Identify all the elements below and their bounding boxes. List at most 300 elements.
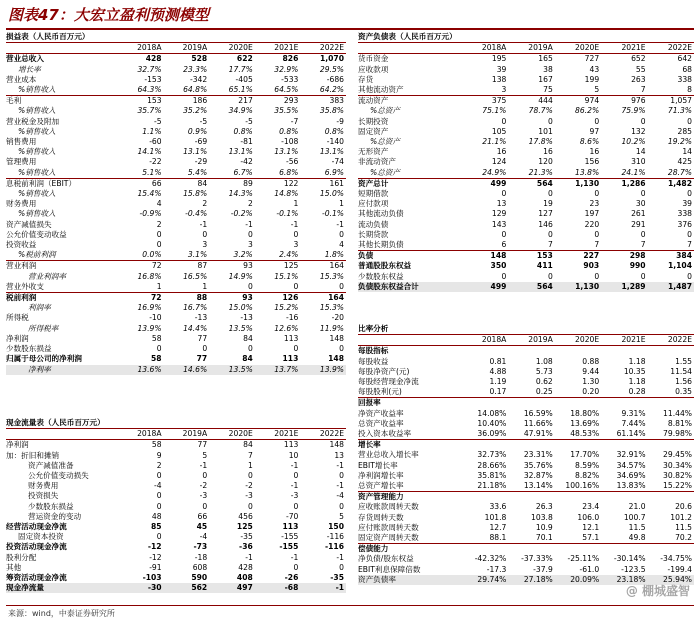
- cell-value: 15.1%: [274, 271, 299, 281]
- cell-value: -30.14%: [613, 554, 646, 564]
- cell-value: 285: [677, 126, 692, 136]
- row-label: 资产减值损失: [6, 219, 52, 229]
- cell-value: 3: [202, 240, 208, 250]
- cell-value: -533: [281, 74, 299, 84]
- cell-value: 34.9%: [228, 106, 253, 116]
- row-label: 管理费用: [6, 157, 37, 167]
- row-label: 每股经营现金净流: [358, 377, 419, 387]
- row-label: %销售收入: [18, 126, 56, 136]
- table-row: [6, 583, 346, 593]
- cell-value: 263: [631, 74, 646, 84]
- cell-value: 1.8%: [300, 250, 346, 261]
- section-header: 资产负债表（人民币百万元）: [358, 32, 462, 43]
- table-row: [358, 157, 694, 167]
- cell-value: 7: [648, 240, 694, 251]
- cell-value: 23.4: [582, 502, 600, 512]
- cell-value: 0: [640, 229, 646, 239]
- cashflow-table: [6, 418, 346, 593]
- cell-value: 15.22%: [648, 481, 694, 492]
- cell-value: 0.8%: [324, 126, 344, 136]
- cell-value: 564: [536, 178, 553, 188]
- header-spacer: [255, 418, 301, 429]
- cell-value: 17.70%: [570, 450, 600, 460]
- row-label: 其他: [6, 562, 22, 572]
- table-row: [358, 220, 694, 230]
- table-row: [358, 54, 694, 65]
- cell-value: -405: [235, 74, 253, 84]
- year-header: 2018A: [118, 43, 164, 54]
- cell-value: -2: [245, 481, 253, 491]
- cell-value: 564: [508, 282, 554, 292]
- table-row: [358, 65, 694, 75]
- cell-value: 0: [156, 491, 162, 501]
- cell-value: 0: [156, 501, 162, 511]
- cell-value: 0: [156, 344, 162, 354]
- year-header: 2019A: [508, 43, 554, 54]
- row-label: 净利润: [6, 333, 29, 343]
- row-label: 增长率: [358, 440, 381, 450]
- header-spacer: [164, 418, 210, 429]
- cell-value: 85: [151, 522, 162, 532]
- title-rule: [6, 28, 694, 30]
- cell-value: 0: [339, 229, 344, 239]
- cell-value: -35: [240, 532, 253, 542]
- section-header: 现金流量表（人民币百万元）: [6, 418, 118, 429]
- row-label: %销售收入: [6, 85, 118, 96]
- row-label: 公允价值变动收益: [6, 229, 67, 239]
- cell-value: 14: [635, 147, 646, 157]
- cell-value: 26.3: [535, 502, 553, 512]
- cell-value: -7: [290, 116, 299, 126]
- year-header: 2019A: [164, 43, 210, 54]
- cell-value: 49.8: [601, 533, 647, 544]
- cell-value: 47.91%: [508, 429, 554, 440]
- row-label: 增长率: [18, 64, 41, 74]
- cell-value: 1,289: [601, 282, 647, 292]
- cell-value: 0.20: [555, 387, 601, 398]
- cell-value: 1.08: [535, 356, 553, 366]
- cell-value: 652: [631, 54, 646, 64]
- cell-value: 77: [197, 333, 208, 343]
- cell-value: 3: [293, 240, 299, 250]
- cell-value: 5.73: [535, 366, 553, 376]
- cell-value: 105: [491, 126, 507, 136]
- row-label: 每股收益: [358, 356, 389, 366]
- table-row: [358, 168, 694, 179]
- cell-value: 0: [255, 282, 301, 293]
- table-row: [6, 365, 346, 375]
- cell-value: -42.32%: [474, 554, 507, 564]
- cell-value: 0: [247, 501, 253, 511]
- header-spacer: [164, 32, 210, 43]
- cell-value: 1: [293, 199, 299, 209]
- table-row: [358, 117, 694, 127]
- cell-value: 0: [156, 229, 162, 239]
- cell-value: 12.6%: [274, 323, 299, 333]
- cell-value: -74: [331, 157, 344, 167]
- cell-value: 2: [156, 219, 162, 229]
- cell-value: 126: [282, 293, 299, 303]
- cell-value: 499: [490, 178, 507, 188]
- cell-value: 86.2%: [575, 106, 600, 116]
- cell-value: 77: [196, 354, 208, 364]
- cell-value: 0: [202, 344, 208, 354]
- cell-value: -70: [285, 511, 299, 521]
- year-header: 2020E: [209, 429, 255, 440]
- cell-value: 32.9%: [274, 64, 299, 74]
- cell-value: 5: [555, 85, 601, 96]
- table-row: [358, 429, 694, 440]
- table-row: [358, 230, 694, 240]
- table-row: [358, 492, 694, 503]
- cell-value: 7.44%: [621, 418, 646, 428]
- cell-value: -108: [281, 137, 299, 147]
- row-label: 负债股东权益合计: [358, 282, 462, 292]
- cell-value: -13: [240, 313, 253, 323]
- cell-value: 167: [538, 74, 553, 84]
- table-row: [6, 354, 346, 364]
- cell-value: -1: [199, 219, 208, 229]
- cell-value: 0: [247, 344, 253, 354]
- cell-value: 0: [202, 229, 208, 239]
- cell-value: 66: [151, 178, 162, 188]
- cell-value: -123.5: [621, 564, 646, 574]
- cell-value: 19.2%: [667, 137, 692, 147]
- year-header: 2022E: [648, 43, 694, 54]
- cell-value: 3.1%: [164, 250, 210, 261]
- cell-value: 0: [640, 271, 646, 281]
- cell-value: 39: [682, 199, 692, 209]
- table-row: [358, 502, 694, 512]
- row-label: %总资产: [358, 168, 462, 179]
- cell-value: -686: [326, 74, 344, 84]
- header-spacer: [648, 324, 694, 335]
- cell-value: [648, 544, 694, 555]
- cell-value: 220: [584, 219, 600, 229]
- cell-value: -0.1%: [321, 209, 344, 219]
- cell-value: 0.35: [648, 387, 694, 398]
- cell-value: 35.7%: [137, 106, 162, 116]
- cell-value: [462, 346, 508, 357]
- ratio-analysis-table: [358, 324, 694, 585]
- row-label: 股利分配: [6, 552, 37, 562]
- cell-value: 338: [677, 209, 692, 219]
- table-row: [6, 96, 346, 107]
- cell-value: 14.8%: [274, 189, 299, 199]
- cell-value: 64.2%: [300, 85, 346, 96]
- row-label: 流动负债: [358, 219, 389, 229]
- header-spacer: [300, 418, 346, 429]
- cell-value: 124: [491, 157, 507, 167]
- cell-value: 0: [687, 229, 692, 239]
- cell-value: 103.8: [531, 512, 553, 522]
- cell-value: 0: [501, 229, 507, 239]
- cell-value: 1.18: [628, 377, 646, 387]
- year-header: 2021E: [255, 429, 301, 440]
- cell-value: 32.91%: [616, 450, 646, 460]
- table-row: [6, 282, 346, 293]
- cell-value: 97: [589, 126, 600, 136]
- cell-value: 0: [501, 271, 507, 281]
- table-row: [6, 344, 346, 354]
- cell-value: [462, 492, 508, 503]
- table-row: [358, 409, 694, 419]
- cell-value: 14.4%: [183, 323, 208, 333]
- cell-value: -5: [245, 116, 253, 126]
- cell-value: 5: [339, 511, 344, 521]
- table-row: [6, 573, 346, 583]
- cell-value: 0: [547, 229, 553, 239]
- cell-value: 562: [164, 583, 210, 593]
- row-label: 非流动资产: [358, 157, 396, 167]
- cell-value: 261: [631, 209, 646, 219]
- cell-value: [508, 346, 554, 357]
- year-header: 2021E: [601, 335, 647, 346]
- cell-value: 7: [601, 240, 647, 251]
- cell-value: -10: [149, 313, 162, 323]
- table-row: [6, 272, 346, 282]
- cell-value: 0: [293, 229, 299, 239]
- cell-value: 24.1%: [601, 168, 647, 179]
- cell-value: -1: [336, 219, 344, 229]
- cell-value: 106.0: [577, 512, 600, 522]
- table-row: [6, 168, 346, 179]
- row-label: %税前利润: [6, 250, 118, 261]
- cell-value: 57.1: [555, 533, 601, 544]
- table-row: [358, 481, 694, 492]
- cell-value: 55: [635, 64, 646, 74]
- cell-value: 161: [329, 178, 344, 188]
- table-row: [358, 209, 694, 219]
- table-row: [358, 440, 694, 451]
- row-label: 流动资产: [358, 96, 389, 106]
- row-label: 回报率: [358, 398, 381, 408]
- header-spacer: [118, 418, 164, 429]
- cell-value: 25.94%: [648, 575, 694, 585]
- cell-value: 590: [191, 573, 208, 583]
- row-label: 财务费用: [28, 481, 59, 491]
- table-row: [358, 471, 694, 481]
- cell-value: 8.6%: [579, 137, 600, 147]
- cell-value: 35.81%: [477, 470, 507, 480]
- cell-value: -36: [239, 542, 253, 552]
- cell-value: 14.6%: [164, 365, 210, 375]
- row-label: 长期贷款: [358, 229, 389, 239]
- cell-value: 64.3%: [118, 85, 164, 96]
- table-row: [6, 512, 346, 522]
- row-label: 长期投资: [358, 116, 389, 126]
- cell-value: -116: [324, 542, 344, 552]
- cell-value: -37.9: [533, 564, 553, 574]
- cell-value: -25.11%: [567, 554, 600, 564]
- cell-value: 291: [631, 219, 646, 229]
- cell-value: 13.1%: [183, 147, 208, 157]
- cell-value: 13.1%: [319, 147, 344, 157]
- cell-value: 0: [300, 282, 346, 293]
- row-label: 净负债/股东权益: [358, 554, 414, 564]
- table-row: [358, 147, 694, 157]
- row-label: 净利润: [6, 440, 29, 450]
- row-label: 资产管理能力: [358, 492, 404, 502]
- cell-value: 11.9%: [319, 323, 344, 333]
- cell-value: 1.55: [675, 356, 692, 366]
- header-spacer: [648, 32, 694, 43]
- cell-value: -12: [147, 542, 162, 552]
- row-label: 营业总收入: [6, 54, 44, 64]
- cell-value: 0: [640, 116, 646, 126]
- row-label: 少数股东权益: [358, 271, 404, 281]
- year-header: 2022E: [300, 43, 346, 54]
- cell-value: 1: [118, 282, 164, 293]
- cell-value: 293: [283, 96, 299, 106]
- row-label: 营业利润: [6, 261, 37, 271]
- row-label: 资产总计: [358, 178, 389, 188]
- cell-value: 14.08%: [477, 408, 507, 418]
- row-label: 总资产增长率: [358, 481, 462, 492]
- cell-value: -17.3: [486, 564, 507, 574]
- cell-value: 1.30: [582, 377, 600, 387]
- cell-value: 1,286: [621, 178, 646, 188]
- table-row: [358, 377, 694, 387]
- cell-value: 1.18: [628, 356, 646, 366]
- cell-value: -68: [255, 583, 301, 593]
- cell-value: 298: [629, 251, 646, 261]
- table-row: [358, 272, 694, 282]
- cell-value: 12.7: [489, 522, 507, 532]
- cell-value: -1: [290, 219, 299, 229]
- cell-value: 21.0: [628, 502, 646, 512]
- row-label: 税前利润: [6, 293, 37, 303]
- cell-value: [508, 398, 554, 409]
- cell-value: 13.1%: [274, 147, 299, 157]
- table-row: [358, 554, 694, 564]
- cell-value: -1: [199, 460, 208, 470]
- row-label: 投资收益: [6, 240, 37, 250]
- cell-value: -153: [144, 74, 162, 84]
- cell-value: 65.1%: [209, 85, 255, 96]
- income-statement-table: [6, 32, 346, 375]
- table-row: [6, 334, 346, 344]
- cell-value: -1: [336, 481, 344, 491]
- cell-value: 425: [677, 157, 692, 167]
- balance-sheet-table: [358, 32, 694, 292]
- cell-value: 35.76%: [523, 460, 553, 470]
- cell-value: 21.3%: [508, 168, 554, 179]
- cell-value: 17.8%: [528, 137, 553, 147]
- cell-value: 16.59%: [523, 408, 553, 418]
- table-row: [6, 178, 346, 189]
- table-row: [6, 85, 346, 96]
- row-label: 营业税金及附加: [6, 116, 60, 126]
- cell-value: 622: [236, 54, 253, 64]
- cell-value: -0.9%: [139, 209, 162, 219]
- table-row: [6, 440, 346, 451]
- cell-value: 32.87%: [523, 470, 553, 480]
- cell-value: 338: [677, 74, 692, 84]
- year-header: 2019A: [508, 335, 554, 346]
- cell-value: 28.7%: [648, 168, 694, 179]
- cell-value: -5: [199, 116, 208, 126]
- header-spacer: [601, 324, 647, 335]
- row-label: 营业外收支: [6, 282, 118, 293]
- cell-value: -91: [149, 562, 162, 572]
- cell-value: 11.54: [670, 366, 692, 376]
- income-grid: [6, 32, 346, 375]
- cell-value: 64.5%: [255, 85, 301, 96]
- cell-value: 0.8%: [279, 126, 299, 136]
- cell-value: 0: [247, 471, 253, 481]
- cell-value: 0: [156, 471, 162, 481]
- row-label: 总资产收益率: [358, 418, 404, 428]
- cell-value: 9.31%: [621, 408, 646, 418]
- row-label: %销售收入: [18, 189, 56, 199]
- header-spacer: [209, 32, 255, 43]
- cell-value: 12.1: [582, 522, 600, 532]
- cell-value: 143: [491, 219, 507, 229]
- cell-value: 1,104: [667, 261, 692, 271]
- cell-value: 29.45%: [663, 450, 692, 460]
- cell-value: 0: [202, 501, 208, 511]
- cell-value: 0: [339, 471, 344, 481]
- cell-value: 78.7%: [528, 106, 553, 116]
- cell-value: 0: [594, 189, 600, 199]
- cell-value: 88.1: [462, 533, 508, 544]
- cell-value: 0: [202, 471, 208, 481]
- cell-value: 0: [339, 501, 344, 511]
- table-row: [358, 523, 694, 533]
- cell-value: 61.14%: [601, 429, 647, 440]
- cell-value: 13.1%: [228, 147, 253, 157]
- cell-value: 11.44%: [663, 408, 692, 418]
- row-label: 其他长期负债: [358, 240, 462, 251]
- row-label: 净利润增长率: [358, 470, 404, 480]
- table-row: [358, 189, 694, 199]
- cell-value: 13.9%: [137, 323, 162, 333]
- cell-value: 35.5%: [274, 106, 299, 116]
- cell-value: [508, 440, 554, 451]
- row-label: 存货: [358, 74, 374, 84]
- table-row: [358, 261, 694, 271]
- cell-value: [462, 440, 508, 451]
- year-header: 2018A: [118, 429, 164, 440]
- source-rule: [6, 605, 694, 606]
- cell-value: 29.5%: [319, 64, 344, 74]
- table-row: [6, 127, 346, 137]
- cell-value: 138: [491, 74, 507, 84]
- cell-value: -1: [336, 552, 344, 562]
- cell-value: 13.83%: [601, 481, 647, 492]
- header-spacer: [300, 32, 346, 43]
- cell-value: -0.4%: [185, 209, 208, 219]
- cell-value: 13.7%: [255, 365, 301, 375]
- cell-value: 16: [496, 147, 507, 157]
- cell-value: 727: [584, 54, 600, 64]
- table-row: [358, 419, 694, 429]
- cell-value: 2: [202, 199, 208, 209]
- year-header: 2018A: [462, 335, 508, 346]
- cell-value: 8.82%: [575, 470, 600, 480]
- table-row: [6, 532, 346, 542]
- cell-value: 0: [687, 271, 692, 281]
- table-row: [358, 75, 694, 85]
- row-label: 固定资本投资: [18, 532, 64, 542]
- cell-value: 132: [631, 126, 646, 136]
- cell-value: 9.44: [582, 366, 600, 376]
- cell-value: 7: [555, 240, 601, 251]
- table-row: [6, 261, 346, 272]
- cell-value: 10.9: [535, 522, 553, 532]
- cell-value: -199.4: [667, 564, 692, 574]
